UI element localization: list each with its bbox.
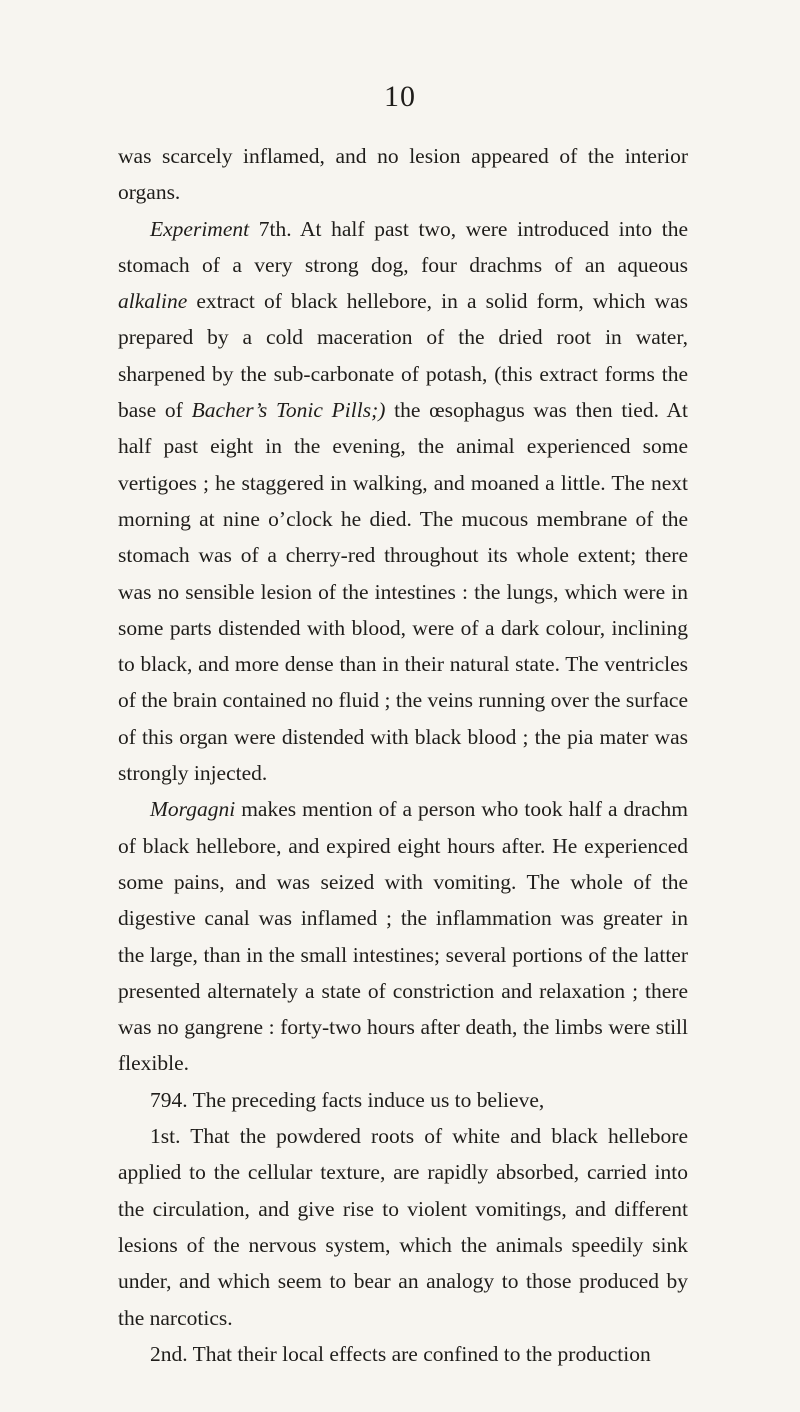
paragraph-first-conclusion: 1st. That the powdered roots of white and black hellebore applied to the cellular texture, are rapidly absorbed, carried into the circulation, and give rise to violent vomitings, and different lesions of the nervous system, which the animals speedily sink under, and which seem to bear an analogy to those produced by the narcotics. [118,1124,688,1330]
paragraph-second-conclusion: 2nd. That their local effects are confined to the production [150,1341,651,1366]
paragraph-794: 794. The preceding facts induce us to believe, [150,1087,545,1112]
paragraph-morgagni [118,791,688,1081]
paragraph-experiment-7 [118,211,688,792]
morgagni-name: Morgagni [150,797,236,822]
page-number: 10 [384,80,416,113]
experiment-text-1: 7th. At half past two, were introduced into the stomach of a very strong dog, four drachms of an aqueous [118,216,688,277]
experiment-heading: Experiment [150,216,250,241]
experiment-text-2: extract of black hellebore, in a solid form, which was prepared by a cold maceration of the dried root in water, sharpened by the sub-carbonate of potash, (this extract forms the base of [118,289,688,423]
morgagni-text: makes mention of a person who took half a drachm of black hellebore, and expired eight hours after. He experienced some pains, and was seized with vomiting. The whole of the digestive canal was inflamed ; the inflammation was greater in the large, than in the small intestines; several portions of the latter presented alternately a state of constriction and relaxation ; there was no gangrene : forty-two hours after death, the limbs were still flexible. [118,797,688,1076]
body-text [118,138,688,1372]
experiment-text-3: the œsophagus was then tied. At half past eight in the evening, the animal experienced some vertigoes ; he staggered in walking, and moaned a little. The next morning at nine o’clock he died. The mucous membrane of the stomach was of a cherry-red throughout its whole extent; there was no sensible lesion of the intestines : the lungs, which were in some parts distended with blood, were of a dark colour, inclining to black, and more dense than in their natural state. The ventricles of the brain contained no fluid ; the veins running over the surface of this organ were distended with black blood ; the pia mater was strongly injected. [118,398,688,786]
experiment-italic-alkaline: alkaline [118,289,188,314]
paragraph-continuation: was scarcely inflamed, and no lesion appeared of the interior organs. [118,144,688,205]
experiment-italic-pills: Bacher’s Tonic Pills;) [191,398,386,423]
